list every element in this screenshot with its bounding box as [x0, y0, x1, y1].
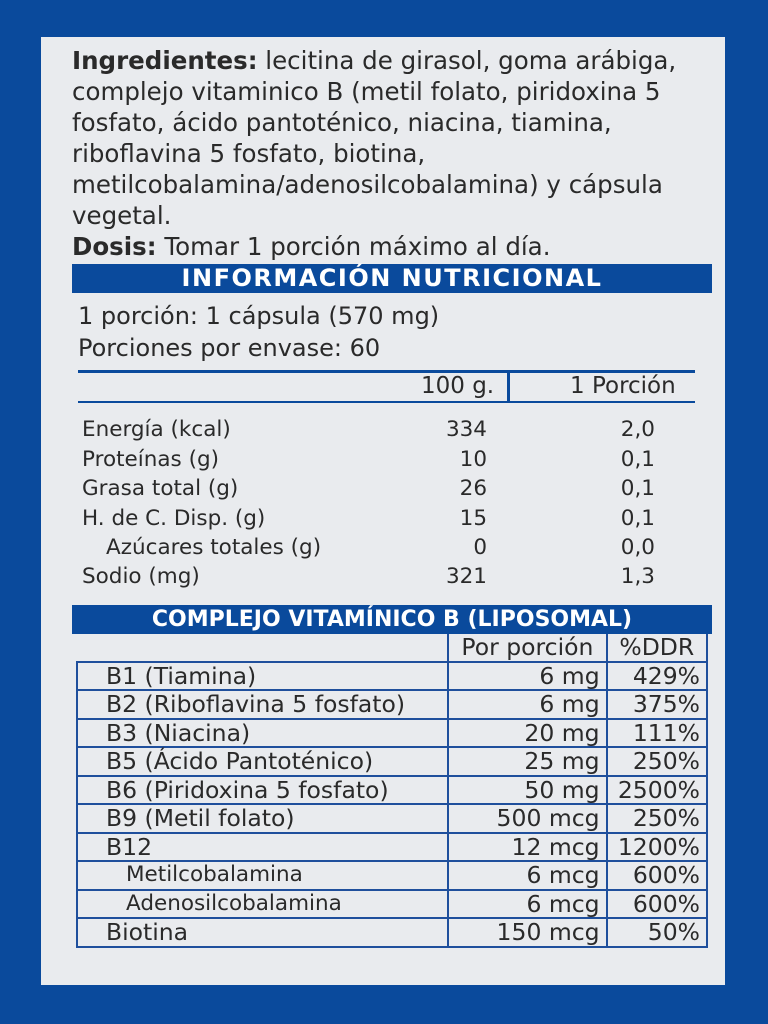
vitamin-name: B6 (Piridoxina 5 fosfato) — [77, 776, 448, 805]
nutrition-row-label: Energía (kcal) — [82, 417, 231, 442]
vitamin-amount: 20 mg — [448, 719, 606, 748]
vitamin-col-porcion: Por porción — [448, 634, 606, 662]
vitamin-name: B3 (Niacina) — [77, 719, 448, 748]
vitamin-amount: 6 mg — [448, 662, 606, 691]
ingredients-label: Ingredientes: — [72, 46, 258, 75]
vitamin-header-row — [77, 634, 707, 662]
vitamin-name: Biotina — [77, 918, 448, 947]
dosage-label: Dosis: — [72, 232, 157, 261]
vitamin-row — [77, 918, 707, 947]
vitamin-amount: 25 mg — [448, 747, 606, 776]
nutrition-row-porcion: 0,1 — [620, 506, 655, 531]
nutrition-row-label: Azúcares totales (g) — [106, 535, 322, 560]
vitamin-ddr: 50% — [607, 918, 707, 947]
vitamin-amount: 6 mcg — [448, 890, 606, 919]
vitamin-ddr: 1200% — [607, 833, 707, 862]
nutrition-row-label: Grasa total (g) — [82, 476, 239, 501]
nutrition-col-porcion: 1 Porción — [570, 373, 676, 399]
vitamin-row — [77, 861, 707, 890]
vitamin-amount: 500 mcg — [448, 804, 606, 833]
vitamin-row — [77, 662, 707, 691]
vitamin-col-ddr: %DDR — [607, 634, 707, 662]
vitamin-name: Metilcobalamina — [77, 861, 448, 890]
vitamin-row — [77, 747, 707, 776]
nutrition-row — [82, 415, 682, 445]
servings-per-container: Porciones por envase: 60 — [78, 334, 381, 362]
vitamin-name: Adenosilcobalamina — [77, 890, 448, 919]
vitamin-name: B9 (Metil folato) — [77, 804, 448, 833]
label-panel — [41, 37, 725, 985]
nutrition-row-100g: 26 — [459, 476, 487, 501]
vitamin-amount: 6 mcg — [448, 861, 606, 890]
vitamin-title: COMPLEJO VITAMÍNICO B (LIPOSOMAL) — [72, 605, 712, 634]
vitamin-ddr: 600% — [607, 861, 707, 890]
nutrition-row — [82, 533, 682, 563]
vitamin-ddr: 2500% — [607, 776, 707, 805]
dosage-text: Tomar 1 porción máximo al día. — [156, 232, 551, 261]
vitamin-amount: 150 mcg — [448, 918, 606, 947]
nutrition-row-porcion: 2,0 — [620, 417, 655, 442]
vitamin-row — [77, 776, 707, 805]
nutrition-row-100g: 334 — [445, 417, 487, 442]
vitamin-ddr: 250% — [607, 747, 707, 776]
vitamin-row — [77, 804, 707, 833]
vitamin-row — [77, 719, 707, 748]
vitamin-name: B5 (Ácido Pantoténico) — [77, 747, 448, 776]
nutrition-row-porcion: 0,1 — [620, 476, 655, 501]
nutrition-row-100g: 321 — [445, 564, 487, 589]
vitamin-ddr: 600% — [607, 890, 707, 919]
nutrition-row-100g: 0 — [473, 535, 487, 560]
vitamin-name: B1 (Tiamina) — [77, 662, 448, 691]
vitamin-ddr: 111% — [607, 719, 707, 748]
nutrition-row — [82, 445, 682, 475]
dosage-line — [72, 231, 550, 262]
nutrition-col-100g: 100 g. — [421, 373, 495, 399]
ingredients-paragraph — [72, 45, 722, 231]
nutrition-row — [82, 562, 682, 592]
nutrition-row-label: Sodio (mg) — [82, 564, 200, 589]
nutrition-row-porcion: 1,3 — [620, 564, 655, 589]
vitamin-row — [77, 690, 707, 719]
nutrition-title: INFORMACIÓN NUTRICIONAL — [72, 264, 712, 293]
nutrition-row-porcion: 0,0 — [620, 535, 655, 560]
nutrition-row-label: H. de C. Disp. (g) — [82, 506, 266, 531]
vitamin-amount: 6 mg — [448, 690, 606, 719]
nutrition-row — [82, 504, 682, 534]
ingredients-text: lecitina de girasol, goma arábiga, complejo vitaminico B (metil folato, piridoxina 5 fosfato, ácido pantoténico, niacina, tiamina, riboflavina 5 fosfato, biotina, metilcobalamina/adenosilcobalamina) y cápsula vegetal. — [72, 46, 677, 230]
vitamin-name: B12 — [77, 833, 448, 862]
vitamin-name: B2 (Riboflavina 5 fosfato) — [77, 690, 448, 719]
nutrition-row-100g: 10 — [459, 447, 487, 472]
serving-size: 1 porción: 1 cápsula (570 mg) — [78, 302, 440, 330]
vitamin-amount: 12 mcg — [448, 833, 606, 862]
nutrition-column-divider — [507, 373, 510, 403]
nutrition-row-100g: 15 — [459, 506, 487, 531]
vitamin-amount: 50 mg — [448, 776, 606, 805]
vitamin-row — [77, 890, 707, 919]
nutrition-row-porcion: 0,1 — [620, 447, 655, 472]
vitamin-ddr: 250% — [607, 804, 707, 833]
nutrition-row-label: Proteínas (g) — [82, 447, 219, 472]
nutrition-row — [82, 474, 682, 504]
vitamin-row — [77, 833, 707, 862]
vitamin-ddr: 429% — [607, 662, 707, 691]
vitamin-header-blank — [77, 634, 448, 662]
vitamin-table — [76, 634, 708, 948]
vitamin-ddr: 375% — [607, 690, 707, 719]
